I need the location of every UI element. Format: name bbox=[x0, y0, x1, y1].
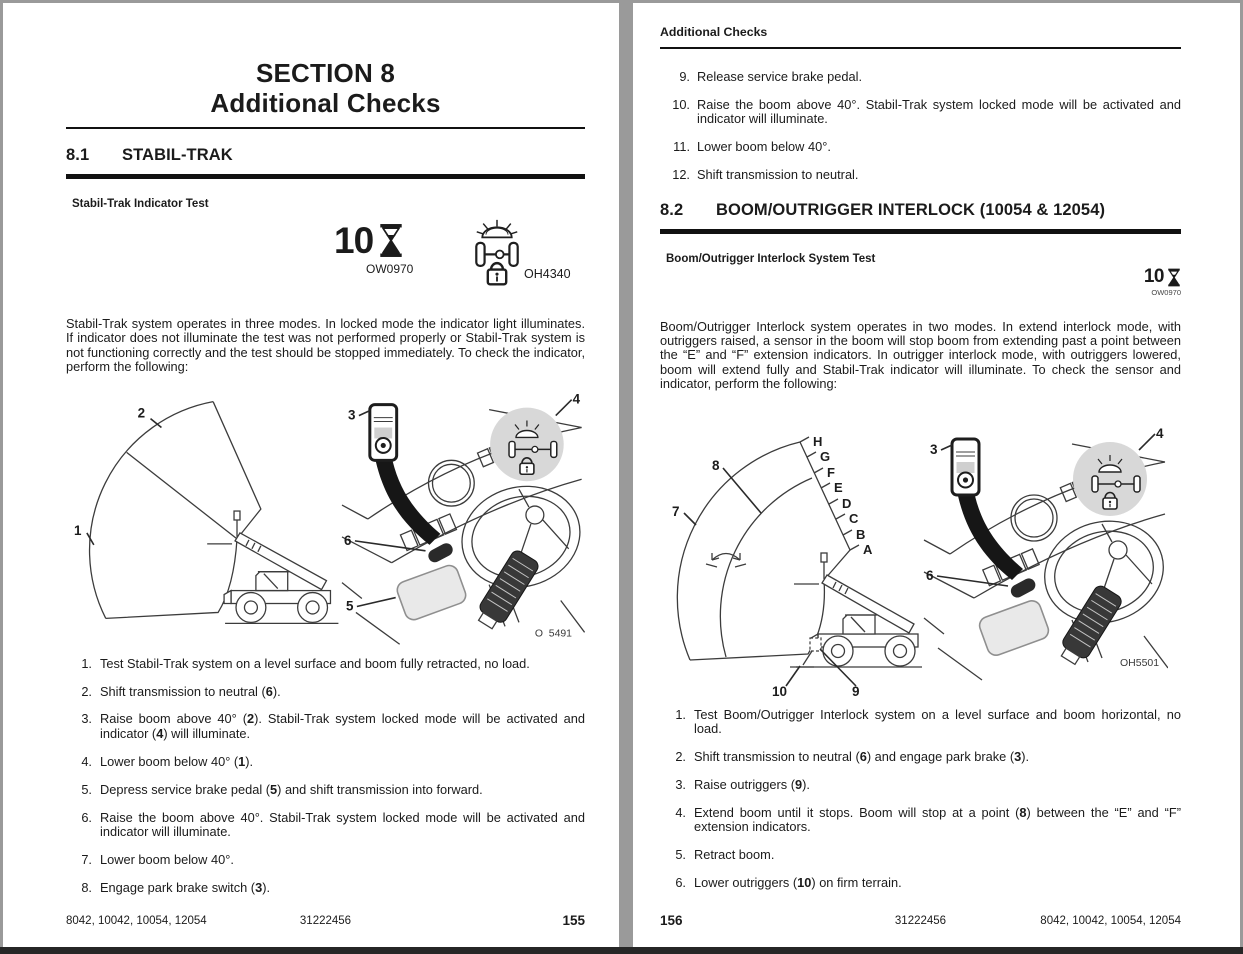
page-number: 155 bbox=[562, 913, 585, 928]
accelerator-pedal bbox=[473, 548, 541, 632]
heading-number: 8.2 bbox=[660, 200, 684, 219]
footer-models: 8042, 10042, 10054, 12054 bbox=[1040, 915, 1181, 927]
dashboard-diagram bbox=[922, 422, 1168, 684]
intro-paragraph: Stabil-Trak system operates in three modes. In locked mode the indicator light illuminates. If indicator does not illuminate the test was not performed properly or Stabil-Trak system is not functioning correctly and the test should be stopped immediately. To check the indicator, perform the following: bbox=[66, 316, 585, 375]
heading-text: BOOM/OUTRIGGER INTERLOCK (10054 & 12054) bbox=[716, 200, 1106, 219]
running-header: Additional Checks bbox=[660, 25, 768, 39]
callout-4: 4 bbox=[1156, 425, 1164, 441]
step-item: 12. Shift transmission to neutral. bbox=[672, 167, 859, 183]
heading-8-2 bbox=[660, 200, 1181, 220]
step-item: 5. Depress service brake pedal (5) and shift transmission into forward. bbox=[81, 781, 483, 797]
section-title bbox=[66, 58, 585, 118]
page-footer bbox=[66, 915, 585, 931]
callout-6: 6 bbox=[344, 532, 352, 548]
step-item: 4. Lower boom below 40° (1). bbox=[81, 753, 254, 769]
step-item: 2. Shift transmission to neutral (6). bbox=[81, 683, 281, 699]
step-item: 4. Extend boom until it stops. Boom will stop at a point (8) between the “E” and “F” extension indicators. bbox=[675, 804, 1181, 835]
section-title-line1: SECTION 8 bbox=[255, 58, 396, 88]
page-left bbox=[3, 3, 619, 947]
accelerator-pedal bbox=[1055, 583, 1123, 668]
figure-code: OW0970 bbox=[1151, 287, 1181, 297]
svg-text:E: E bbox=[834, 479, 843, 495]
page-number: 156 bbox=[660, 913, 683, 928]
svg-text:F: F bbox=[827, 464, 835, 480]
step-item: 1. Test Stabil-Trak system on a level surface and boom fully retracted, no load. bbox=[81, 655, 530, 671]
figure-boom-outrigger-test bbox=[660, 408, 1181, 700]
step-item: 10. Raise the boom above 40°. Stabil-Trak system locked mode will be activated and indicator will illuminate. bbox=[672, 96, 1181, 127]
subheading: Stabil-Trak Indicator Test bbox=[72, 198, 209, 210]
scan-edge bbox=[0, 947, 1243, 954]
park-brake-switch bbox=[952, 439, 979, 495]
heading-8-1 bbox=[66, 145, 585, 165]
boom-extension-fan-diagram bbox=[660, 408, 922, 700]
figure-stabil-trak-test bbox=[66, 387, 585, 649]
callout-2: 2 bbox=[137, 405, 146, 421]
header-divider bbox=[660, 47, 1181, 49]
svg-text:G: G bbox=[820, 448, 831, 464]
step-item: 9. Release service brake pedal. bbox=[679, 69, 863, 84]
extension-ticks bbox=[800, 434, 873, 557]
callout-10: 10 bbox=[772, 683, 788, 699]
callout-8: 8 bbox=[712, 457, 720, 473]
step-item: 6. Raise the boom above 40°. Stabil-Trak system locked mode will be activated and indicator will illuminate. bbox=[81, 809, 585, 839]
page-right bbox=[633, 3, 1240, 947]
figure-code: OW0970 bbox=[366, 262, 414, 276]
brake-pedal-pad bbox=[395, 563, 468, 622]
task-minutes: 10 bbox=[1143, 265, 1164, 287]
intro-paragraph: Boom/Outrigger Interlock system operates in two modes. In extend interlock mode, with outriggers raised, a sensor in the boom will stop boom from extending past a point between the “E” and “F” extension indicators. In outrigger interlock mode, with outriggers lowered, boom will extend fully and Stabil-Trak indicator will illuminate. To check the sensor and indicator, perform the following: bbox=[660, 318, 1181, 392]
heading-number: 8.1 bbox=[66, 146, 90, 164]
outrigger-leg bbox=[803, 651, 812, 665]
procedure-steps-continued bbox=[660, 70, 1181, 183]
boom-angle-fan-diagram bbox=[66, 387, 340, 649]
callout-9: 9 bbox=[852, 683, 860, 699]
indicator-light-bubble bbox=[1073, 442, 1147, 516]
svg-text:B: B bbox=[856, 526, 866, 542]
indicator-light-bubble bbox=[491, 407, 565, 481]
svg-text:C: C bbox=[849, 510, 859, 526]
hourglass-icon bbox=[1167, 268, 1181, 287]
task-time-badge bbox=[660, 265, 1181, 304]
svg-text:D: D bbox=[842, 495, 852, 511]
lock-icon bbox=[488, 263, 506, 284]
callout-4: 4 bbox=[573, 391, 581, 407]
step-item: 7. Lower boom below 40°. bbox=[81, 851, 234, 867]
svg-text:A: A bbox=[863, 541, 873, 557]
dashboard-diagram bbox=[340, 387, 585, 649]
step-item: 11. Lower boom below 40°. bbox=[673, 139, 831, 155]
callout-3: 3 bbox=[930, 441, 938, 457]
outriggers-motion-icon bbox=[706, 553, 746, 567]
heading-text: STABIL-TRAK bbox=[122, 146, 233, 164]
stabil-trak-switch bbox=[370, 404, 397, 460]
step-item: 5. Retract boom. bbox=[675, 847, 775, 862]
callout-7: 7 bbox=[672, 503, 680, 519]
footer-part-number: 31222456 bbox=[299, 915, 352, 927]
callout-1: 1 bbox=[73, 522, 82, 538]
section-divider bbox=[66, 174, 585, 179]
subheading: Boom/Outrigger Interlock System Test bbox=[666, 252, 876, 265]
footer-part-number: 31222456 bbox=[894, 915, 947, 927]
boom-sensor-outline bbox=[810, 638, 821, 651]
svg-text:H: H bbox=[813, 433, 823, 449]
figure-code: OH4340 bbox=[524, 267, 571, 281]
transmission-lever bbox=[1009, 576, 1038, 600]
telehandler-drawing bbox=[224, 511, 338, 623]
step-item: 8. Engage park brake switch (3). bbox=[81, 879, 271, 895]
section-divider bbox=[660, 229, 1181, 234]
step-item: 1. Test Boom/Outrigger Interlock system on a level surface and boom horizontal, no load. bbox=[675, 706, 1181, 736]
brake-pedal-pad bbox=[977, 598, 1051, 657]
step-item: 3. Raise outriggers (9). bbox=[675, 776, 810, 792]
callout-6: 6 bbox=[926, 567, 934, 583]
transmission-lever bbox=[426, 541, 455, 565]
step-item: 2. Shift transmission to neutral (6) and engage park brake (3). bbox=[675, 748, 1030, 764]
hourglass-icon bbox=[378, 223, 404, 258]
procedure-steps bbox=[660, 708, 1181, 891]
stabil-trak-indicator-badge bbox=[474, 217, 571, 289]
step-item: 3. Raise boom above 40° (2). Stabil-Trak system locked mode will be activated and indicator (4) will illuminate. bbox=[81, 711, 585, 741]
task-time-badge bbox=[334, 220, 414, 276]
task-icons-row bbox=[66, 217, 585, 309]
figure-code: O 5491 bbox=[535, 627, 573, 639]
callout-5: 5 bbox=[346, 598, 354, 614]
page-footer bbox=[660, 915, 1181, 931]
step-item: 6. Lower outriggers (10) on firm terrain. bbox=[675, 874, 902, 890]
task-minutes: 10 bbox=[334, 220, 374, 261]
section-title-line2: Additional Checks bbox=[210, 88, 441, 118]
title-divider bbox=[66, 127, 585, 129]
footer-models: 8042, 10042, 10054, 12054 bbox=[66, 915, 207, 927]
procedure-steps bbox=[66, 657, 585, 896]
stabil-trak-indicator-icon bbox=[474, 217, 520, 289]
callout-3: 3 bbox=[348, 407, 356, 423]
figure-code: OH5501 bbox=[1120, 656, 1160, 669]
